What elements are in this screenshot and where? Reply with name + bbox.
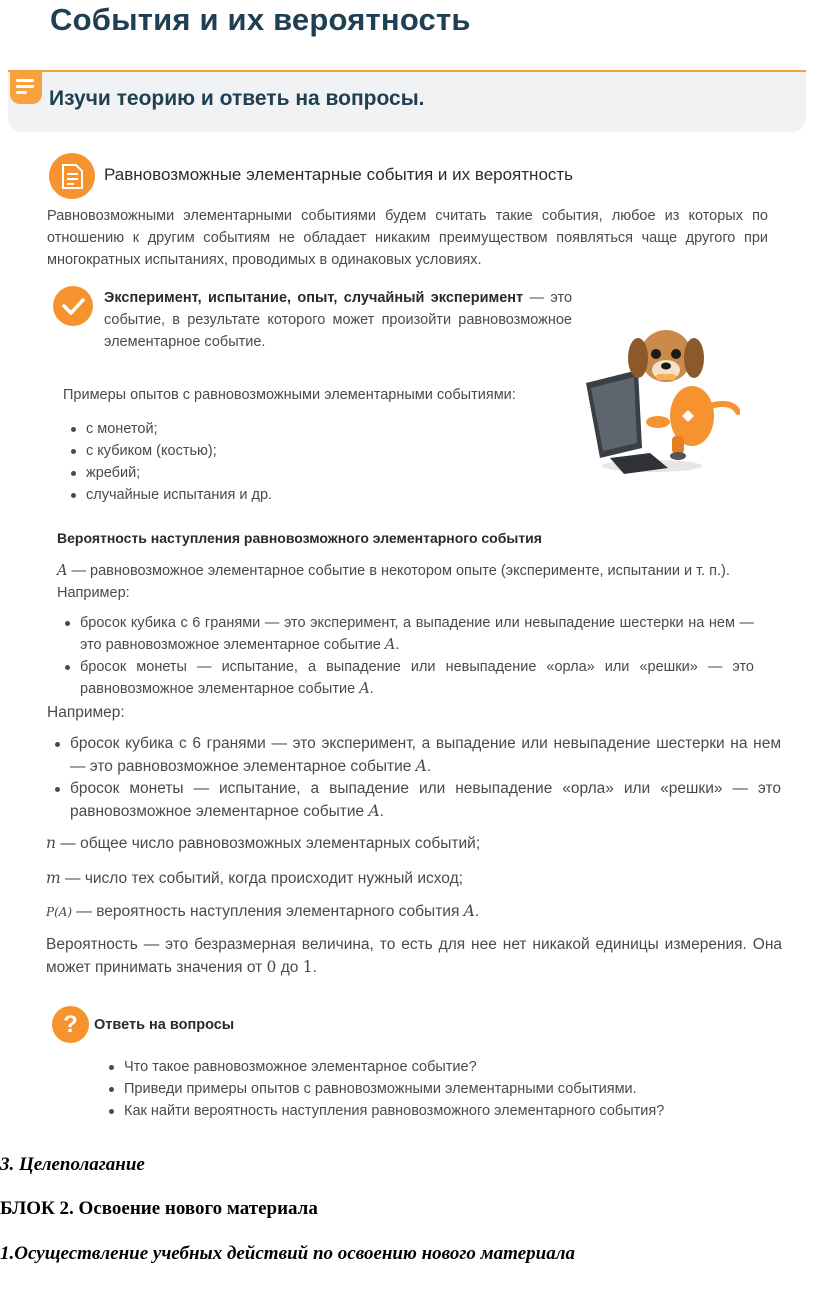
- list-item: бросок кубика с 6 гранями — это эксперимент, а выпадение или невыпадение шестерки на нем — это равновозможное элементарное событие A.: [54, 733, 781, 778]
- examples-title: Примеры опытов с равновозможными элементарными событиями:: [63, 387, 516, 403]
- doc-heading-block: БЛОК 2. Освоение нового материала: [0, 1198, 318, 1219]
- range-paragraph: Вероятность — это безразмерная величина, то есть для нее нет никакой единицы измерения. Она может принимать значения от 0 до 1.: [46, 936, 782, 976]
- list-item: Что такое равновозможное элементарное событие?: [108, 1056, 664, 1078]
- m-definition: m — число тех событий, когда происходит нужный исход;: [46, 869, 463, 887]
- n-definition: n — общее число равновозможных элементарных событий;: [46, 834, 481, 852]
- document-icon: [49, 153, 95, 199]
- list-item: случайные испытания и др.: [70, 484, 272, 506]
- examples-list: [70, 418, 272, 506]
- banner-title: Изучи теорию и ответь на вопросы.: [49, 87, 425, 110]
- definition-term: Эксперимент, испытание, опыт, случайный эксперимент: [104, 290, 524, 306]
- list-item: бросок кубика с 6 гранями — это эксперимент, а выпадение или невыпадение шестерки на нем — это равновозможное элементарное событие A.: [64, 612, 754, 656]
- intro-paragraph: Равновозможными элементарными событиями будем считать такие события, любое из которых по отношению к другим событиям не обладает никаким преимуществом появляться чаще другого при многократных испытаниях, проводимых в одинаковых условиях.: [47, 208, 768, 268]
- examples-list-small: [64, 612, 754, 700]
- list-item: Приведи примеры опытов с равновозможными элементарными событиями.: [108, 1078, 664, 1100]
- dog-at-computer-illustration: [580, 328, 740, 476]
- questions-title: Ответь на вопросы: [94, 1017, 235, 1033]
- list-item: с кубиком (костью);: [70, 440, 272, 462]
- page-title: События и их вероятность: [50, 2, 471, 37]
- question-icon: ?: [52, 1006, 89, 1043]
- list-item: Как найти вероятность наступления равновозможного элементарного события?: [108, 1100, 664, 1122]
- check-icon: [53, 286, 93, 326]
- examples-list-large: [54, 733, 781, 823]
- list-item: бросок монеты — испытание, а выпадение или невыпадение «орла» или «решки» — это равновозможное элементарное событие A.: [64, 656, 754, 700]
- definition-text: — это событие, в результате которого может произойти равновозможное элементарное событие.: [104, 290, 573, 350]
- doc-heading-actions: 1.Осуществление учебных действий по освоению нового материала: [0, 1243, 575, 1264]
- example-label-large: Например:: [47, 704, 125, 721]
- list-item: с монетой;: [70, 418, 272, 440]
- math-symbol: A: [57, 563, 68, 579]
- example-label: Например:: [57, 585, 130, 601]
- section-title: Равновозможные элементарные события и их вероятность: [104, 165, 574, 184]
- probability-heading: Вероятность наступления равновозможного элементарного события: [57, 530, 542, 546]
- questions-list: [108, 1056, 664, 1122]
- doc-heading-goal: 3. Целеполагание: [0, 1154, 145, 1175]
- list-item: бросок монеты — испытание, а выпадение или невыпадение «орла» или «решки» — это равновозможное элементарное событие A.: [54, 778, 781, 823]
- p-definition: P(A) — вероятность наступления элементарного события A.: [46, 902, 480, 920]
- notes-icon: [10, 70, 42, 104]
- event-definition: [57, 560, 767, 582]
- definition-paragraph: [104, 287, 572, 353]
- list-item: жребий;: [70, 462, 272, 484]
- event-definition-text: — равновозможное элементарное событие в некотором опыте (эксперименте, испытании и т. п.).: [67, 563, 730, 579]
